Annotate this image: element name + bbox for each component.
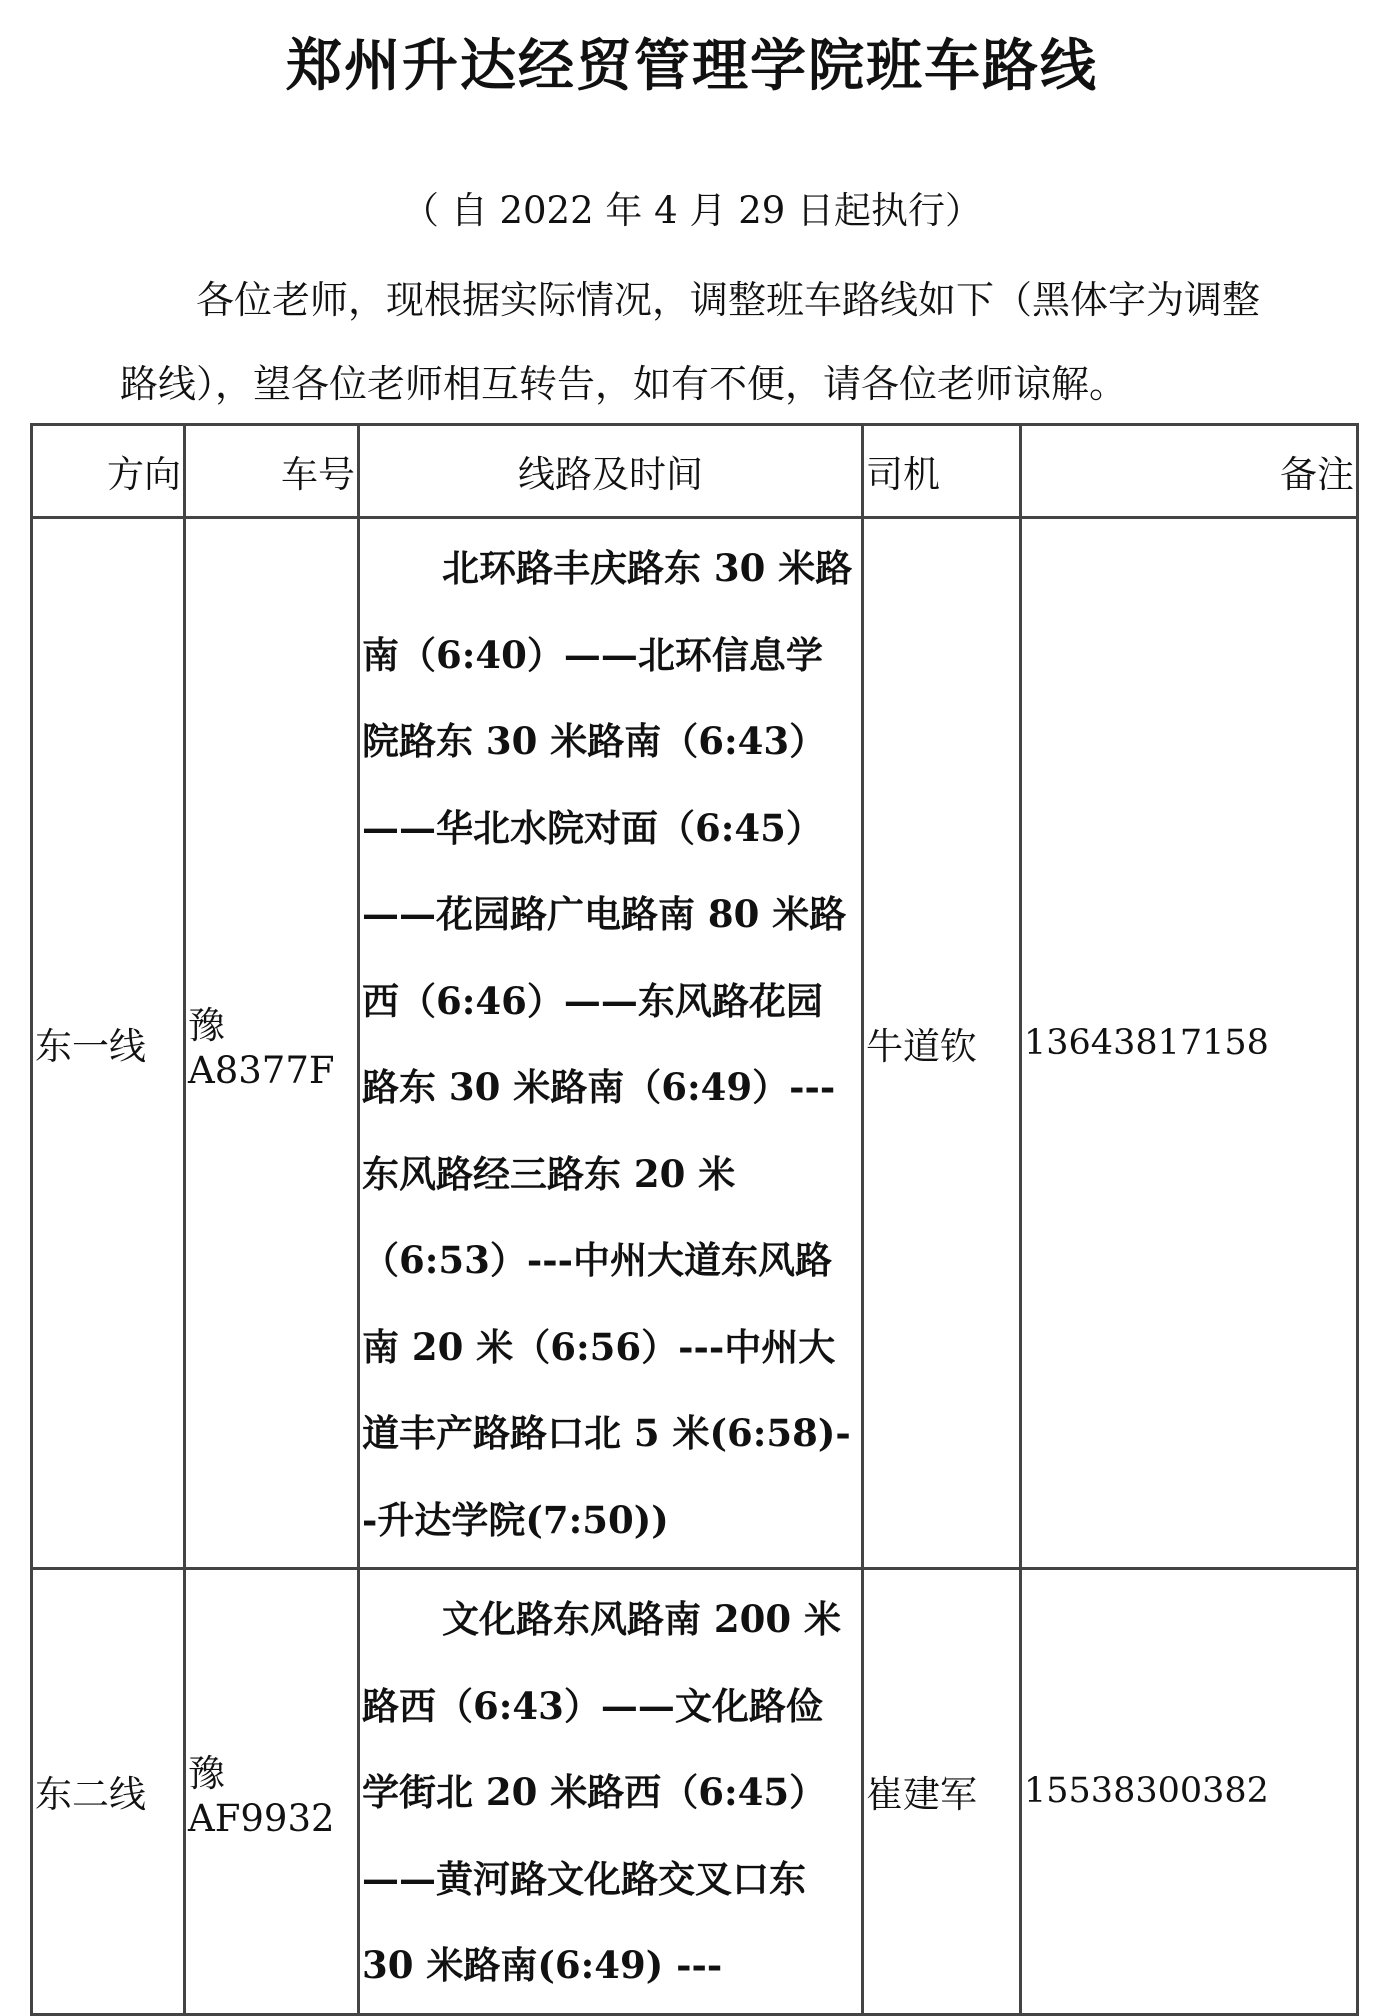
route-description: 北环路丰庆路东 30 米路南（6:40）——北环信息学院路东 30 米路南（6:43）——华北水院对面（6:45）——花园路广电路南 80 米路西（6:46）——东风路花园路东 30 米路南（6:49）---东风路经三路东 20 米（6:53）---中州大道东风路南 20 米（6:56）---中州大道丰产路路口北 5 米(6:58)--升达学院(7:50)) <box>362 546 853 1542</box>
route-description: 文化路东风路南 200 米路西（6:43）——文化路俭学街北 20 米路西（6:45）——黄河路文化路交叉口东 30 米路南(6:49) --- <box>362 1597 841 1987</box>
route-direction: 东一线 <box>33 519 186 1570</box>
route-direction: 东二线 <box>33 1570 186 2016</box>
driver-phone: 15538300382 <box>1022 1570 1359 2016</box>
driver-name: 牛道钦 <box>864 519 1022 1570</box>
driver-name: 崔建军 <box>864 1570 1022 2016</box>
route-cell <box>360 1570 864 2016</box>
table-row <box>33 519 1359 1570</box>
table-header-row <box>33 426 1359 519</box>
table-row <box>33 1570 1359 2016</box>
header-plate: 车号 <box>186 426 360 519</box>
header-route: 线路及时间 <box>360 426 864 519</box>
notice-paragraph: 各位老师，现根据实际情况，调整班车路线如下（黑体字为调整路线），望各位老师相互转告，如有不便，请各位老师谅解。 <box>120 278 1261 406</box>
effective-date: （ 自 2022 年 4 月 29 日起执行） <box>401 189 983 232</box>
page-title: 郑州升达经贸管理学院班车路线 <box>286 34 1098 99</box>
header-note: 备注 <box>1022 426 1359 519</box>
bus-route-table <box>30 423 1359 2016</box>
route-cell <box>360 519 864 1570</box>
bus-plate: 豫 A8377F <box>186 519 360 1570</box>
header-direction: 方向 <box>33 426 186 519</box>
bus-plate: 豫 AF9932 <box>186 1570 360 2016</box>
header-driver: 司机 <box>864 426 1022 519</box>
driver-phone: 13643817158 <box>1022 519 1359 1570</box>
